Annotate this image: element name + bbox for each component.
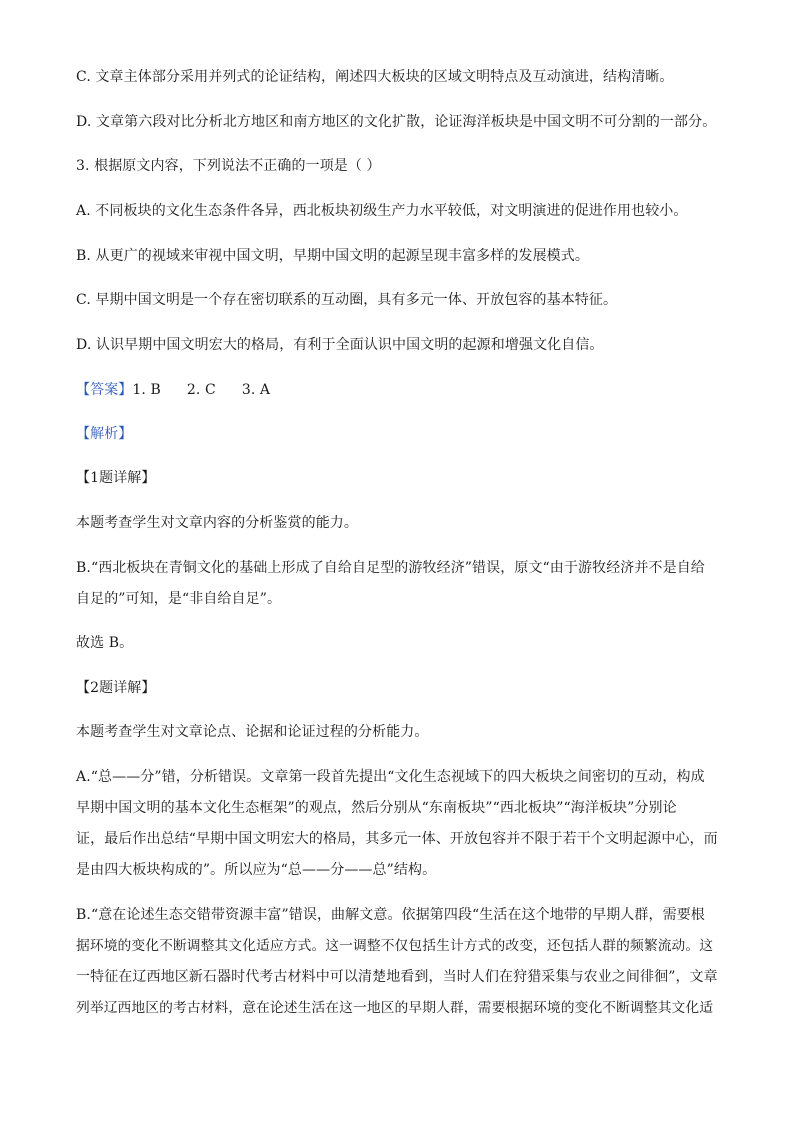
question-3-option-b: B. 从更广的视域来审视中国文明，早期中国文明的起源呈现丰富多样的发展模式。: [76, 248, 589, 264]
q2-a-line-1: A.“总——分”错，分析错误。文章第一段首先提出“文化生态视域下的四大板块之间密切的互动，构成: [76, 769, 705, 785]
question-3-option-c: C. 早期中国文明是一个存在密切联系的互动圈，具有多元一体、开放包容的基本特征。: [76, 292, 618, 308]
answer-item: 1. B: [132, 382, 161, 398]
q2-a-line-4: 是由四大板块构成的”。所以应为“总——分——总”结构。: [76, 862, 437, 878]
q2-detail-tag: 【2题详解】: [76, 680, 156, 696]
q2-b-line-2: 据环境的变化不断调整其文化适应方式。这一调整不仅包括生计方式的改变，还包括人群的频繁流动。这: [76, 938, 714, 954]
q1-detail-tag: 【1题详解】: [76, 470, 156, 486]
answer-item: 2. C: [186, 382, 216, 398]
question-3-option-d: D. 认识早期中国文明宏大的格局，有利于全面认识中国文明的起源和增强文化自信。: [76, 337, 604, 353]
option-c-q2: C. 文章主体部分采用并列式的论证结构，阐述四大板块的区域文明特点及互动演进，结构清晰。: [76, 69, 674, 85]
answer-line: [76, 381, 724, 399]
option-d-q2: D. 文章第六段对比分析北方地区和南方地区的文化扩散，论证海洋板块是中国文明不可分割的一部分。: [76, 114, 717, 130]
q1-explanation-line-2: 自足的”可知，是“非自给自足”。: [76, 591, 282, 607]
q2-a-line-3: 证，最后作出总结“早期中国文明宏大的格局，其多元一体、开放包容并不限于若干个文明起源中心，而: [76, 831, 718, 847]
q1-explanation-line-1: B.“西北板块在青铜文化的基础上形成了自给自足型的游牧经济”错误，原文“由于游牧经济并不是自给: [76, 560, 705, 576]
q2-intro: 本题考查学生对文章论点、论据和论证过程的分析能力。: [76, 724, 429, 740]
question-3-stem: 3. 根据原文内容，下列说法不正确的一项是（ ）: [76, 158, 381, 174]
q1-intro: 本题考查学生对文章内容的分析鉴赏的能力。: [76, 515, 358, 531]
analysis-tag: 【解析】: [76, 426, 133, 442]
answer-tag: 【答案】: [76, 382, 133, 398]
q2-a-line-2: 早期中国文明的基本文化生态框架”的观点，然后分别从“东南板块”“西北板块”“海洋板块”分别论: [76, 800, 677, 816]
q2-b-line-1: B.“意在论述生态交错带资源丰富”错误，曲解文意。依据第四段“生活在这个地带的早期人群，需要根: [76, 907, 705, 923]
question-3-option-a: A. 不同板块的文化生态条件各异，西北板块初级生产力水平较低，对文明演进的促进作用也较小。: [76, 203, 688, 219]
q2-b-line-4: 列举辽西地区的考古材料，意在论述生活在这一地区的早期人群，需要根据环境的变化不断调整其文化适: [76, 1000, 714, 1016]
q2-b-line-3: 一特征在辽西地区新石器时代考古材料中可以清楚地看到，当时人们在狩猎采集与农业之间徘徊”，文章: [76, 969, 718, 985]
q1-choice: 故选 B。: [76, 635, 134, 651]
answer-item: 3. A: [241, 382, 271, 398]
